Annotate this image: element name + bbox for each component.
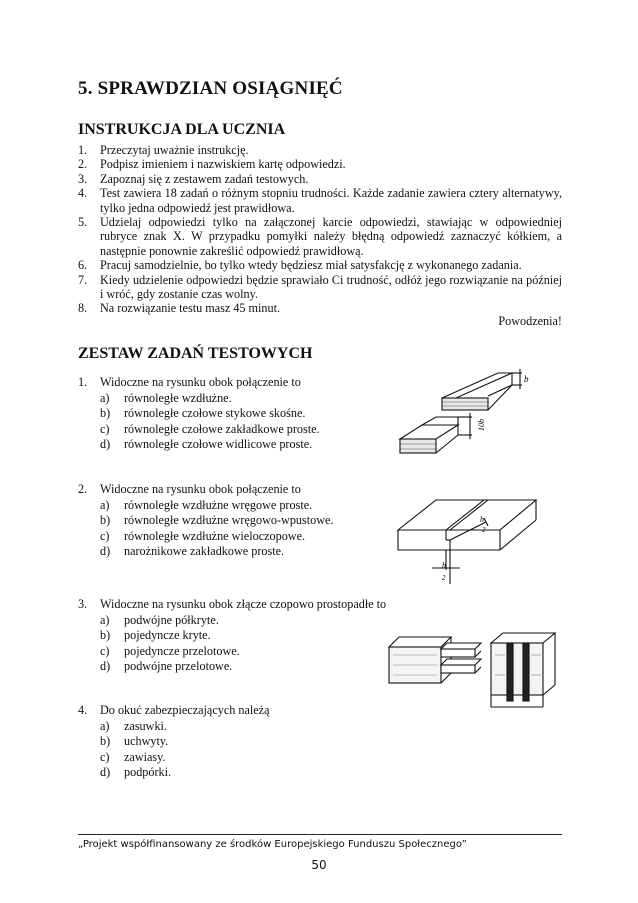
figure-label: 2 (482, 526, 486, 534)
instruction-item: 7. Kiedy udzielenie odpowiedzi będzie sprawiało Ci trudność, odłóż jego rozwiązanie na później i wróć, gdy zostanie czas wolny. (78, 272, 562, 302)
joint-figure-1 (380, 365, 550, 480)
instruction-item: 3. Zapoznaj się z zestawem zadań testowych. (78, 171, 309, 186)
instruction-item: 5. Udzielaj odpowiedzi tylko na załączonej karcie odpowiedzi, stawiając w odpowiedniej rubryce znak X. W przypadku pomyłki należy błędną odpowiedź zaznaczyć kółkiem, a następnie ponownie zakreślić odpowiedź prawidłową. (78, 215, 562, 258)
question-4: 4. Do okuć zabezpieczających należą a) zasuwki. b) uchwyty. c) zawiasy. d) podpórki. (78, 703, 398, 781)
instruction-item: 2. Podpisz imieniem i nazwiskiem kartę odpowiedzi. (78, 157, 346, 172)
answer-option: c) równoległe czołowe zakładkowe proste. (100, 421, 320, 436)
question-text: Widoczne na rysunku obok połączenie to (100, 482, 301, 496)
joint-figure-3 (385, 625, 565, 715)
instructions-heading: INSTRUKCJA DLA UCZNIA (78, 121, 286, 138)
answer-option: c) pojedyncze przelotowe. (100, 643, 240, 658)
question-3: 3. Widoczne na rysunku obok złącze czopowo prostopadłe to a) podwójne półkryte. b) pojedyncze kryte. c) pojedyncze przelotowe. d) podwójne przelotowe. (78, 597, 398, 675)
figure-label: h (480, 515, 484, 524)
figure-label: h (442, 561, 446, 570)
instruction-item: 1. Przeczytaj uważnie instrukcję. (78, 143, 249, 157)
answer-option: c) równoległe wzdłużne wieloczopowe. (100, 528, 306, 543)
answer-option: a) równoległe wzdłużne. (100, 390, 232, 405)
figure-label: b (524, 374, 529, 384)
answer-option: a) równoległe wzdłużne wręgowe proste. (100, 497, 313, 512)
answer-option: a) zasuwki. (100, 718, 167, 733)
instruction-item: 6. Pracuj samodzielnie, bo tylko wtedy będziesz miał satysfakcję z wykonanego zadania. (78, 258, 522, 273)
instructions-list (78, 143, 562, 316)
question-1: 1. Widoczne na rysunku obok połączenie to a) równoległe wzdłużne. b) równoległe czołowe stykowe skośne. c) równoległe czołowe zakładkowe proste. d) równoległe czołowe widlicowe proste. (78, 375, 398, 453)
question-2: 2. Widoczne na rysunku obok połączenie to a) równoległe wzdłużne wręgowe proste. b) równoległe wzdłużne wręgowo-wpustowe. c) równoległe wzdłużne wieloczopowe. d) narożnikowe zakładkowe proste. (78, 482, 398, 560)
question-text: Do okuć zabezpieczających należą (100, 703, 270, 717)
answer-option: c) zawiasy. (100, 749, 166, 764)
answer-option: b) równoległe czołowe stykowe skośne. (100, 406, 306, 421)
answer-option: b) uchwyty. (100, 734, 169, 749)
closing-text: Powodzenia! (498, 314, 562, 328)
question-text: Widoczne na rysunku obok złącze czopowo prostopadłe to (100, 597, 387, 611)
answer-option: a) podwójne półkryte. (100, 612, 219, 627)
answer-option: b) równoległe wzdłużne wręgowo-wpustowe. (100, 513, 334, 528)
joint-figure-2 (388, 492, 548, 592)
section-title: 5. SPRAWDZIAN OSIĄGNIĘĆ (78, 78, 343, 99)
test-heading: ZESTAW ZADAŃ TESTOWYCH (78, 345, 313, 362)
figure-label: 2 (442, 574, 446, 582)
instruction-item: 4. Test zawiera 18 zadań o różnym stopniu trudności. Każde zadanie zawiera cztery alternatywy, tylko jedna odpowiedź jest prawidłowa. (78, 186, 562, 215)
answer-option: d) podwójne przelotowe. (100, 659, 233, 674)
footer-divider (78, 834, 562, 835)
instruction-item: 8. Na rozwiązanie testu masz 45 minut. (78, 301, 281, 316)
answer-option: d) podpórki. (100, 765, 172, 780)
page-number: 50 (311, 858, 327, 872)
footer-text: „Projekt współfinansowany ze środków Europejskiego Funduszu Społecznego” (78, 839, 467, 850)
answer-option: b) pojedyncze kryte. (100, 628, 211, 643)
figure-label: 10b (477, 419, 486, 431)
answer-option: d) równoległe czołowe widlicowe proste. (100, 437, 313, 452)
question-text: Widoczne na rysunku obok połączenie to (100, 375, 301, 389)
answer-option: d) narożnikowe zakładkowe proste. (100, 544, 285, 559)
